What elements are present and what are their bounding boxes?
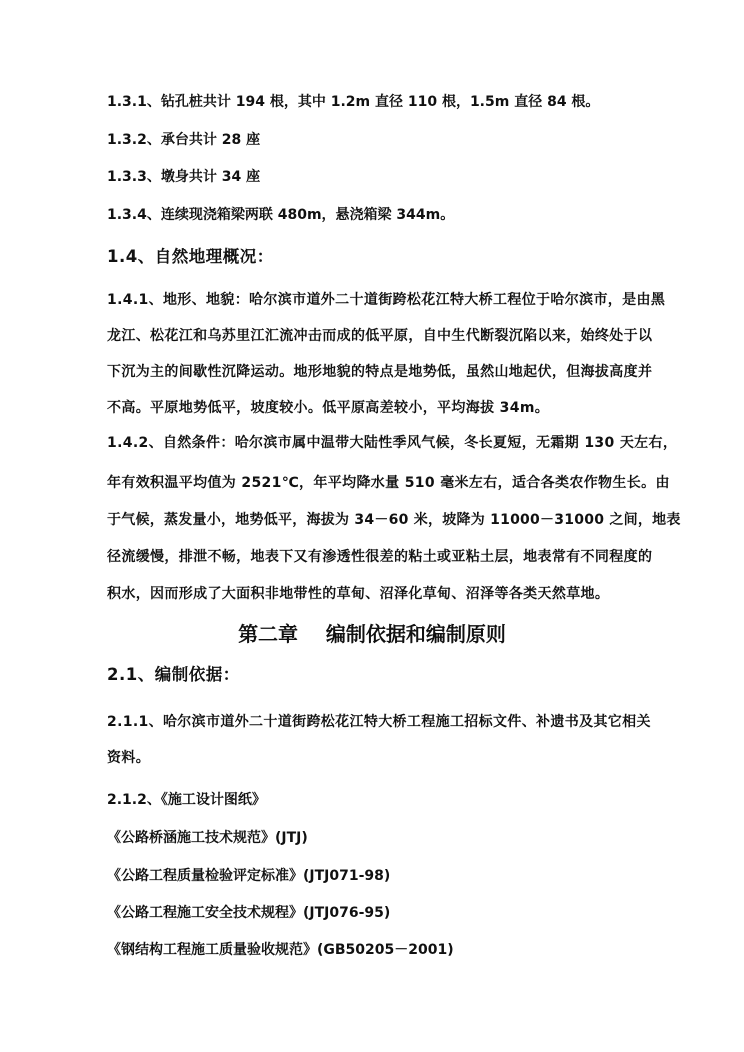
section-2-1-heading: 2.1、编制依据： (107, 665, 240, 684)
paragraph-1-4-2-line: 于气候，蒸发量小，地势低平，海拔为 34－60 米，坡降为 11000－31000 之间，地表 (107, 512, 681, 528)
item-1-3-1: 1.3.1、钻孔桩共计 194 根，其中 1.2m 直径 110 根，1.5m 直径 84 根。 (107, 94, 600, 110)
paragraph-2-1-1-line: 2.1.1、哈尔滨市道外二十道街跨松花江特大桥工程施工招标文件、补遗书及其它相关 (107, 714, 651, 730)
paragraph-1-4-1-line: 不高。平原地势低平，坡度较小。低平原高差较小，平均海拔 34m。 (107, 400, 550, 416)
standard-item: 《公路工程施工安全技术规程》(JTJ076-95) (107, 905, 391, 921)
paragraph-1-4-1-line: 下沉为主的间歇性沉降运动。地形地貌的特点是地势低，虽然山地起伏，但海拔高度并 (107, 364, 653, 380)
standard-item: 《公路桥涵施工技术规范》(JTJ) (107, 830, 308, 846)
section-1-4-heading: 1.4、自然地理概况： (107, 247, 274, 266)
item-2-1-2: 2.1.2、《施工设计图纸》 (107, 792, 266, 808)
item-1-3-3: 1.3.3、墩身共计 34 座 (107, 169, 261, 185)
standard-item: 《公路工程质量检验评定标准》(JTJ071-98) (107, 868, 391, 884)
paragraph-1-4-2-line: 积水，因而形成了大面积非地带性的草甸、沼泽化草甸、沼泽等各类天然草地。 (107, 586, 610, 602)
paragraph-1-4-1-line: 龙江、松花江和乌苏里江汇流冲击而成的低平原，自中生代断裂沉陷以来，始终处于以 (107, 328, 653, 344)
standard-item: 《钢结构工程施工质量验收规范》(GB50205－2001) (107, 942, 454, 958)
paragraph-1-4-1-line: 1.4.1、地形、地貌：哈尔滨市道外二十道街跨松花江特大桥工程位于哈尔滨市，是由黑 (107, 292, 666, 308)
paragraph-2-1-1-line: 资料。 (107, 750, 151, 766)
item-1-3-4: 1.3.4、连续现浇箱梁两联 480m，悬浇箱梁 344m。 (107, 207, 455, 223)
paragraph-1-4-2-line: 径流缓慢，排泄不畅，地表下又有渗透性很差的粘土或亚粘土层，地表常有不同程度的 (107, 549, 653, 565)
paragraph-1-4-2-line: 1.4.2、自然条件：哈尔滨市属中温带大陆性季风气候，冬长夏短，无霜期 130 天左右， (107, 435, 678, 451)
item-1-3-2: 1.3.2、承台共计 28 座 (107, 132, 261, 148)
paragraph-1-4-2-line: 年有效积温平均值为 2521℃，年平均降水量 510 毫米左右，适合各类农作物生长。由 (107, 475, 670, 491)
chapter-title: 第二章 编制依据和编制原则 (238, 622, 506, 646)
